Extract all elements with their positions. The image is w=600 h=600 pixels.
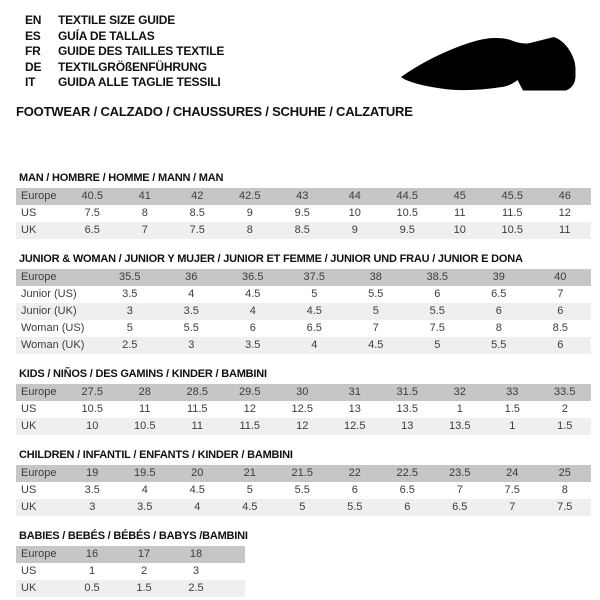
size-cell: 5.5 <box>429 304 445 317</box>
size-cell: 21 <box>243 466 256 479</box>
size-cell: 8.5 <box>552 321 568 334</box>
size-cell: 2.5 <box>122 338 138 351</box>
size-cell: 3.5 <box>245 338 261 351</box>
size-table <box>16 269 591 354</box>
language-code: EN <box>25 13 42 27</box>
size-cell: 6 <box>557 338 564 351</box>
size-cell: 6 <box>249 321 256 334</box>
size-cell: 8 <box>141 206 148 219</box>
row-label: Europe <box>21 466 57 479</box>
size-table-title: KIDS / NIÑOS / DES GAMINS / KINDER / BAMBINI <box>19 367 267 380</box>
size-cell: 6.5 <box>399 483 415 496</box>
size-cell: 10.5 <box>81 402 103 415</box>
size-table-section-kids <box>16 368 600 435</box>
table-row <box>16 499 591 516</box>
size-cell: 4 <box>311 338 318 351</box>
row-label: Europe <box>21 547 57 560</box>
table-row <box>16 286 591 303</box>
size-cell: 9.5 <box>399 223 415 236</box>
table-row <box>16 563 245 580</box>
dress-shoe-icon <box>397 33 579 95</box>
size-cell: 5.5 <box>491 338 507 351</box>
size-cell: 10.5 <box>501 223 523 236</box>
table-row <box>16 465 591 482</box>
table-row <box>16 580 245 597</box>
size-cell: 42 <box>191 189 204 202</box>
language-code: IT <box>25 75 36 90</box>
language-code: ES <box>25 28 41 43</box>
size-cell: 11.5 <box>186 402 208 415</box>
size-cell: 7.5 <box>429 321 445 334</box>
size-table-title: BABIES / BEBÉS / BÉBÉS / BABYS /BAMBINI <box>19 529 248 542</box>
row-label: US <box>21 564 37 577</box>
table-row <box>16 401 591 418</box>
filler-cell <box>222 580 245 597</box>
size-cell: 16 <box>85 547 99 560</box>
language-label: GUIDE DES TAILLES TEXTILE <box>58 44 225 59</box>
size-cell: 13.5 <box>449 419 471 432</box>
size-cell: 29.5 <box>239 385 261 398</box>
size-cell: 40 <box>554 270 567 283</box>
size-cell: 3 <box>89 500 96 513</box>
table-row <box>16 269 591 286</box>
size-cell: 7.5 <box>504 483 520 496</box>
size-cell: 33.5 <box>554 385 576 398</box>
size-cell: 19.5 <box>134 466 156 479</box>
size-cell: 3 <box>192 564 200 577</box>
size-cell: 1 <box>509 419 516 432</box>
size-cell: 5 <box>246 483 253 496</box>
size-cell: 8.5 <box>189 206 205 219</box>
size-cell: 6 <box>351 483 358 496</box>
size-cell: 7.5 <box>557 500 573 513</box>
size-cell: 4 <box>188 287 195 300</box>
row-label: UK <box>21 500 37 513</box>
language-label: GUÍA DE TALLAS <box>58 28 155 43</box>
size-cell: 13 <box>401 419 414 432</box>
row-label: US <box>21 483 37 496</box>
size-cell: 9.5 <box>294 206 310 219</box>
size-cell: 12.5 <box>344 419 366 432</box>
size-cell: 13 <box>348 402 361 415</box>
size-cell: 36 <box>185 270 198 283</box>
size-cell: 45.5 <box>501 189 523 202</box>
size-table-section-man <box>16 172 600 239</box>
size-cell: 31 <box>348 385 361 398</box>
size-cell: 10.5 <box>396 206 418 219</box>
size-table-section-babies <box>16 530 600 597</box>
size-cell: 5 <box>126 321 133 334</box>
row-label: UK <box>21 223 37 236</box>
size-cell: 11 <box>191 419 203 432</box>
size-cell: 7 <box>141 223 148 236</box>
row-label: Europe <box>21 270 57 283</box>
size-cell: 4.5 <box>242 500 258 513</box>
size-table <box>16 465 591 516</box>
size-table-title: JUNIOR & WOMAN / JUNIOR Y MUJER / JUNIOR ET FEMME / JUNIOR UND FRAU / JUNIOR E DONA <box>19 252 523 265</box>
table-row <box>16 205 591 222</box>
size-cell: 21.5 <box>291 466 313 479</box>
size-cell: 4.5 <box>245 287 261 300</box>
size-cell: 9 <box>246 206 253 219</box>
size-cell: 13.5 <box>396 402 418 415</box>
size-table <box>16 188 591 239</box>
size-cell: 11 <box>559 223 571 236</box>
table-row <box>16 546 245 563</box>
size-cell: 5 <box>299 500 306 513</box>
size-cell: 5 <box>311 287 318 300</box>
size-cell: 45 <box>453 189 466 202</box>
size-cell: 1.5 <box>557 419 573 432</box>
size-cell: 11 <box>139 402 151 415</box>
table-row <box>16 320 591 337</box>
size-cell: 12 <box>296 419 309 432</box>
size-cell: 1.5 <box>136 581 152 594</box>
size-cell: 2.5 <box>188 581 204 594</box>
size-cell: 5 <box>434 338 441 351</box>
size-cell: 44 <box>348 189 361 202</box>
size-cell: 5.5 <box>368 287 384 300</box>
size-cell: 5.5 <box>183 321 199 334</box>
size-table <box>16 546 245 597</box>
size-cell: 7 <box>557 287 564 300</box>
size-cell: 5 <box>372 304 379 317</box>
row-label: Junior (US) <box>21 287 77 300</box>
size-cell: 32 <box>453 385 466 398</box>
language-code: DE <box>25 59 42 74</box>
table-row <box>16 337 591 354</box>
filler-cell <box>222 563 245 580</box>
size-cell: 1.5 <box>504 402 520 415</box>
table-row <box>16 384 591 401</box>
table-row <box>16 418 591 435</box>
size-cell: 5.5 <box>347 500 363 513</box>
size-tables <box>16 172 600 597</box>
size-cell: 35.5 <box>119 270 141 283</box>
size-cell: 33 <box>506 385 519 398</box>
size-cell: 23.5 <box>449 466 471 479</box>
size-cell: 3 <box>126 304 133 317</box>
size-cell: 31.5 <box>396 385 418 398</box>
size-cell: 4 <box>194 500 201 513</box>
size-cell: 11.5 <box>239 419 261 432</box>
size-cell: 22 <box>348 466 361 479</box>
size-cell: 3.5 <box>84 483 100 496</box>
size-cell: 4 <box>249 304 256 317</box>
size-cell: 4 <box>141 483 148 496</box>
size-cell: 42.5 <box>239 189 261 202</box>
table-row <box>16 303 591 320</box>
size-cell: 4.5 <box>189 483 205 496</box>
size-cell: 1 <box>456 402 463 415</box>
row-label: US <box>21 206 37 219</box>
size-cell: 8 <box>561 483 568 496</box>
size-cell: 17 <box>137 547 151 560</box>
size-cell: 6 <box>495 304 502 317</box>
size-cell: 12 <box>558 206 571 219</box>
size-cell: 10 <box>453 223 466 236</box>
size-cell: 41 <box>138 189 151 202</box>
size-cell: 12 <box>243 402 256 415</box>
size-cell: 3.5 <box>137 500 153 513</box>
size-cell: 37.5 <box>303 270 325 283</box>
size-cell: 3.5 <box>183 304 199 317</box>
row-label: UK <box>21 419 37 432</box>
size-cell: 27.5 <box>81 385 103 398</box>
language-row <box>25 13 600 29</box>
size-cell: 25 <box>558 466 571 479</box>
size-cell: 0.5 <box>84 581 100 594</box>
category-title: FOOTWEAR / CALZADO / CHAUSSURES / SCHUHE / CALZATURE <box>16 103 413 119</box>
filler-cell <box>222 546 245 563</box>
size-cell: 38 <box>369 270 382 283</box>
row-label: US <box>21 402 37 415</box>
size-cell: 8 <box>495 321 502 334</box>
language-code: FR <box>25 44 41 59</box>
size-cell: 9 <box>351 223 358 236</box>
language-label: TEXTILGRÖßENFÜHRUNG <box>58 59 207 74</box>
size-cell: 6 <box>557 304 564 317</box>
size-table-title: CHILDREN / INFANTIL / ENFANTS / KINDER / BAMBINI <box>19 448 293 461</box>
size-cell: 7 <box>456 483 463 496</box>
size-cell: 6 <box>404 500 411 513</box>
size-cell: 28.5 <box>186 385 208 398</box>
size-cell: 30 <box>296 385 309 398</box>
size-cell: 7 <box>372 321 379 334</box>
size-cell: 2 <box>140 564 148 577</box>
size-cell: 6.5 <box>306 321 322 334</box>
table-row <box>16 482 591 499</box>
size-table-section-children <box>16 449 600 516</box>
size-cell: 40.5 <box>81 189 103 202</box>
size-cell: 7 <box>509 500 516 513</box>
size-cell: 24 <box>506 466 519 479</box>
size-cell: 4.5 <box>306 304 322 317</box>
table-row <box>16 222 591 239</box>
size-cell: 44.5 <box>396 189 418 202</box>
row-label: Woman (US) <box>21 321 85 334</box>
size-cell: 20 <box>191 466 204 479</box>
size-cell: 46 <box>558 189 571 202</box>
size-cell: 6.5 <box>84 223 100 236</box>
size-cell: 18 <box>189 547 203 560</box>
size-cell: 39 <box>492 270 505 283</box>
size-cell: 12.5 <box>291 402 313 415</box>
row-label: Europe <box>21 385 57 398</box>
size-cell: 5.5 <box>294 483 310 496</box>
size-cell: 36.5 <box>242 270 264 283</box>
row-label: Europe <box>21 189 57 202</box>
size-cell: 10 <box>86 419 99 432</box>
size-cell: 7.5 <box>189 223 205 236</box>
row-label: Junior (UK) <box>21 304 77 317</box>
size-cell: 28 <box>138 385 151 398</box>
size-cell: 6.5 <box>491 287 507 300</box>
size-cell: 11.5 <box>501 206 523 219</box>
size-cell: 43 <box>296 189 309 202</box>
size-cell: 4.5 <box>368 338 384 351</box>
size-table-title: MAN / HOMBRE / HOMME / MANN / MAN <box>19 171 224 184</box>
size-cell: 22.5 <box>396 466 418 479</box>
language-label: GUIDA ALLE TAGLIE TESSILI <box>58 75 221 90</box>
size-cell: 10 <box>348 206 361 219</box>
size-table <box>16 384 591 435</box>
size-cell: 11 <box>454 206 466 219</box>
size-table-section-junior-woman <box>16 253 600 354</box>
language-label: TEXTILE SIZE GUIDE <box>58 13 176 27</box>
size-cell: 3.5 <box>122 287 138 300</box>
size-cell: 8 <box>246 223 253 236</box>
size-cell: 38.5 <box>426 270 448 283</box>
size-cell: 6.5 <box>452 500 468 513</box>
size-cell: 19 <box>86 466 99 479</box>
size-cell: 8.5 <box>294 223 310 236</box>
size-cell: 3 <box>188 338 195 351</box>
size-cell: 7.5 <box>84 206 100 219</box>
size-cell: 2 <box>561 402 568 415</box>
table-row <box>16 188 591 205</box>
size-cell: 6 <box>434 287 441 300</box>
size-cell: 1 <box>88 564 96 577</box>
size-cell: 10.5 <box>134 419 156 432</box>
row-label: Woman (UK) <box>21 338 85 351</box>
row-label: UK <box>21 581 37 594</box>
